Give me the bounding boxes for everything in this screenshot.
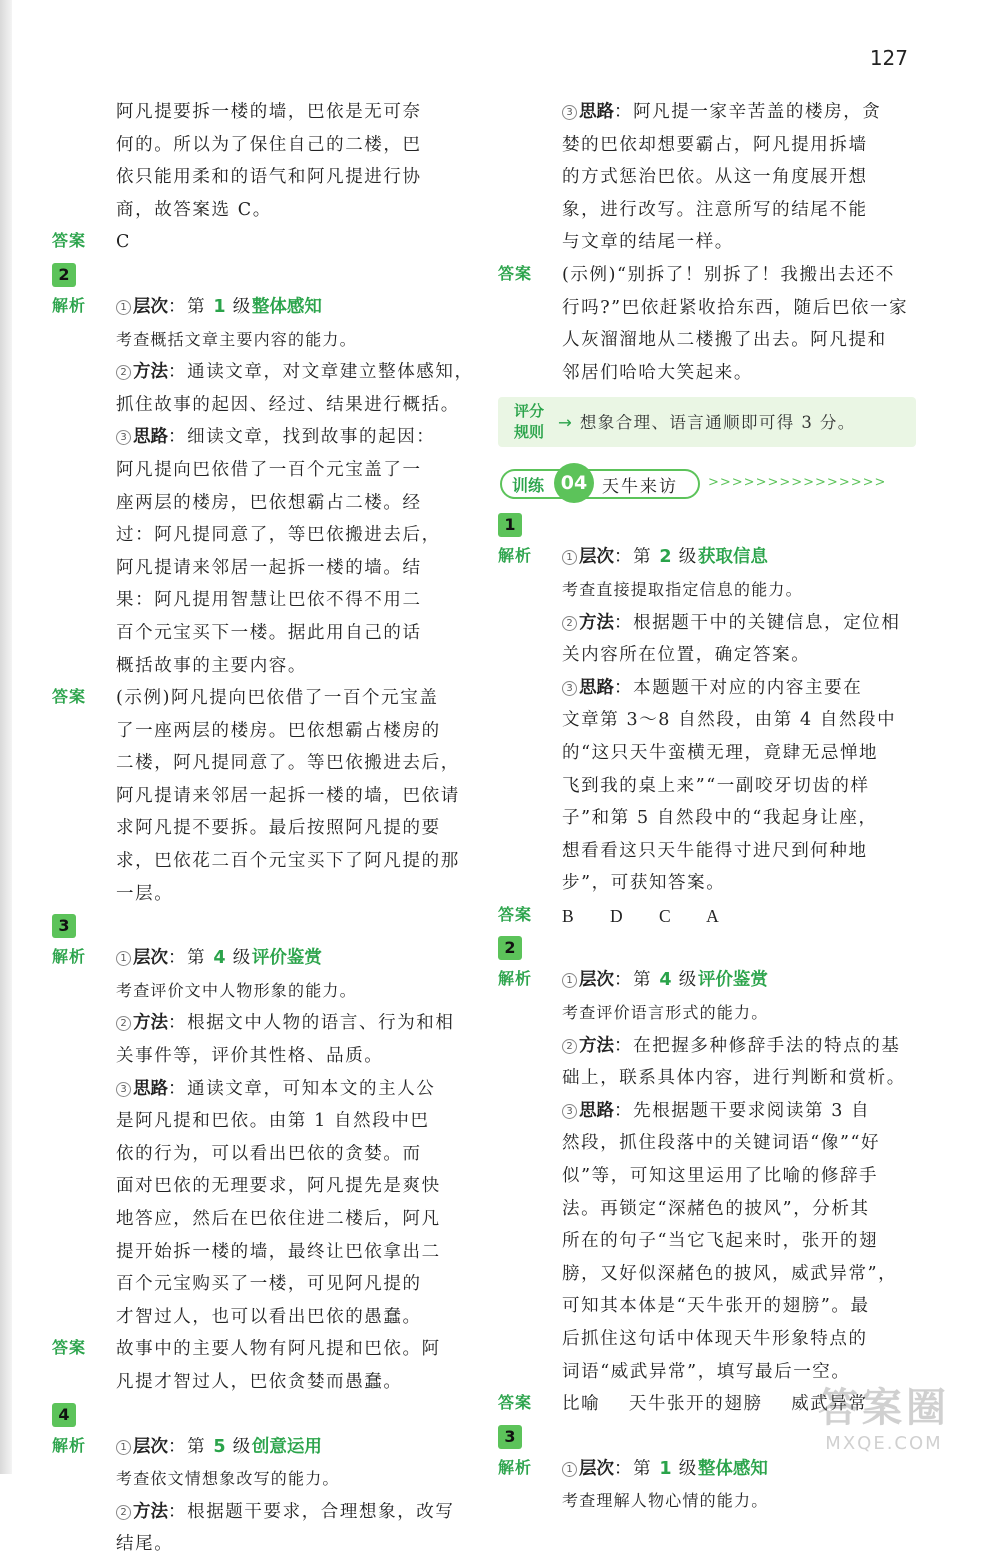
training-title: 天牛来访 — [602, 477, 678, 498]
analysis-block-t3 — [498, 1453, 916, 1518]
site-watermark: 答案圈 MXQE.COM — [818, 1385, 950, 1454]
analysis-block-3 — [52, 942, 467, 1333]
step-label: 层次 — [579, 547, 614, 568]
section-tag: 答案 — [498, 1393, 533, 1413]
question-badge-3 — [52, 910, 467, 942]
question-number: 2 — [498, 936, 522, 960]
step-marker: 1 — [562, 1462, 577, 1477]
text-line: 阿凡提向巴依借了一百个元宝盖了一 — [116, 459, 422, 480]
text-line: 是阿凡提和巴依。由第 1 自然段中巴 — [116, 1111, 430, 1132]
text-line: 后抓住这句话中体现天牛形象特点的 — [562, 1329, 868, 1349]
text-line: 础上，联系具体内容，进行判断和赏析。 — [562, 1068, 906, 1089]
step-label: 方法 — [133, 1013, 168, 1034]
text-line: (示例)“别拆了！别拆了！我搬出去还不 — [562, 264, 895, 285]
step-3-marker: 3 — [116, 430, 131, 445]
level-name: 获取信息 — [697, 547, 768, 568]
text-line: 3 思路：通读文章，可知本文的主人公 — [116, 1073, 467, 1106]
text-line: 飞到我的桌上来”“一副咬牙切齿的样 — [562, 775, 870, 796]
text-line: 法。再锁定“深赭色的披风”，分析其 — [562, 1198, 870, 1219]
training-header: 训练 04 天牛来访 >>>>>>>>>>>>>>> — [498, 461, 916, 509]
chevrons-decoration: >>>>>>>>>>>>>>> — [708, 475, 887, 491]
section-tag: 答案 — [498, 904, 533, 924]
text-line: 阿凡提请来邻居一起拆一楼的墙，巴依请 — [116, 785, 460, 806]
step-label: 思路 — [579, 102, 614, 122]
step-label: 思路 — [133, 1078, 168, 1099]
level-name: 评价鉴赏 — [251, 948, 322, 969]
text-line: 婪的巴依却想要霸占，阿凡提用拆墙 — [562, 134, 868, 155]
text-line: 面对巴依的无理要求，阿凡提先是爽快 — [116, 1176, 441, 1197]
step-marker: 1 — [116, 951, 131, 966]
answer-block-2 — [52, 682, 467, 910]
level-number: 1 — [213, 296, 226, 317]
step-marker: 2 — [562, 1039, 577, 1054]
text-line: 可知其本体是“天牛张开的翅膀”。最 — [562, 1296, 870, 1317]
page-spine-shadow — [0, 0, 12, 1474]
step-label: 方法 — [133, 1501, 168, 1522]
step-marker: 1 — [562, 973, 577, 988]
text-line: 何的。所以为了保住自己的二楼，巴 — [116, 134, 422, 155]
step-label: 层次 — [133, 296, 168, 317]
text-line: 邻居们哈哈大笑起来。 — [562, 362, 753, 383]
text-line: 过：阿凡提同意了，等巴依搬进去后， — [116, 525, 441, 546]
step-marker: 3 — [116, 1082, 131, 1097]
step-label: 思路 — [579, 1100, 614, 1121]
text-line: 1 层次：第 4 级评价鉴赏 — [562, 964, 916, 997]
text-line: 阿凡提要拆一楼的墙，巴依是无可奈 — [116, 102, 422, 122]
step-label: 方法 — [579, 612, 614, 633]
section-tag: 答案 — [52, 1338, 87, 1358]
text-line: 才智过人，也可以看出巴依的愚蠢。 — [116, 1306, 422, 1327]
step-1-marker: 1 — [116, 300, 131, 315]
arrow-right-icon: → — [558, 413, 574, 433]
step-label: 方法 — [579, 1035, 614, 1056]
step-marker: 2 — [562, 616, 577, 631]
text-line: 二楼，阿凡提同意了。等巴依搬进去后， — [116, 753, 460, 774]
text-line: 的方式惩治巴依。从这一角度展开想 — [562, 167, 868, 188]
step-marker: 1 — [116, 1440, 131, 1455]
text-line: 求，巴依花二百个元宝买下了阿凡提的那 — [116, 851, 460, 872]
section-tag: 解析 — [498, 969, 533, 989]
text-line: 果：阿凡提用智慧让巴依不得不用二 — [116, 590, 422, 611]
analysis-block-t2 — [498, 964, 916, 1388]
score-rules-tag: 评分 规则 — [513, 402, 544, 442]
text-line: 结尾。 — [116, 1534, 174, 1555]
step-marker: 2 — [116, 1016, 131, 1031]
text-line: 关内容所在位置，确定答案。 — [562, 645, 811, 666]
text-line: 考查概括文章主要内容的能力。 — [116, 329, 357, 349]
text-line: 一层。 — [116, 883, 174, 904]
text-line: 考查依文情想象改写的能力。 — [116, 1469, 340, 1489]
text-line: 人灰溜溜地从二楼搬了出去。阿凡提和 — [562, 330, 887, 351]
analysis-block-4 — [52, 1431, 467, 1561]
level-name: 整体感知 — [697, 1458, 768, 1479]
text-line: 的“这只天牛蛮横无理，竟肆无忌惮地 — [562, 742, 879, 763]
page-number: 127 — [869, 46, 908, 70]
question-number: 4 — [52, 1403, 76, 1427]
score-rules-box: 评分 规则 → 想象合理、语言通顺即可得 3 分。 — [498, 397, 916, 447]
text-line: 依的行为，可以看出巴依的贪婪。而 — [116, 1143, 422, 1164]
text-line: 1 层次：第 1 级整体感知 — [116, 291, 467, 324]
text-line: 阿凡提请来邻居一起拆一楼的墙。结 — [116, 557, 422, 578]
text-line: 3 思路：本题题干对应的内容主要在 — [562, 672, 916, 705]
step-marker: 3 — [562, 681, 577, 696]
section-tag: 解析 — [498, 546, 533, 566]
text-line: 然段，抓住段落中的关键词语“像”“好 — [562, 1133, 881, 1154]
text-line: 2 方法：根据题干要求，合理想象，改写 — [116, 1496, 467, 1529]
text-line: 考查理解人物心情的能力。 — [562, 1491, 769, 1511]
text-line: 2 方法：根据题干中的关键信息，定位相 — [562, 607, 916, 640]
step-marker: 2 — [116, 1505, 131, 1520]
analysis-block-2 — [52, 291, 474, 682]
text-line: 词语“威武异常”，填写最后一空。 — [562, 1361, 851, 1382]
text-line: 考查评价语言形式的能力。 — [562, 1003, 769, 1023]
text-line: 所在的句子“当它飞起来时，张开的翅 — [562, 1231, 879, 1252]
level-name: 创意运用 — [251, 1436, 322, 1457]
level-name: 整体感知 — [251, 296, 322, 317]
step-2-marker: 2 — [116, 365, 131, 380]
step-marker: 3 — [562, 105, 577, 120]
question-badge-t2 — [498, 932, 916, 964]
text-line: 凡提才智过人，巴依贪婪而愚蠢。 — [116, 1371, 403, 1392]
text-line: 提开始拆一楼的墙，最终让巴依拿出二 — [116, 1241, 441, 1262]
text-line: B D C A — [562, 905, 735, 926]
training-number-badge: 04 — [554, 463, 594, 503]
text-line: 子”和第 5 自然段中的“我起身让座， — [562, 808, 878, 829]
section-tag: 答案 — [52, 687, 87, 707]
section-tag: 答案 — [498, 263, 533, 283]
text-line: (示例)阿凡提向巴依借了一百个元宝盖 — [116, 688, 439, 709]
text-line: 3 思路：阿凡提一家辛苦盖的楼房，贪 — [562, 96, 916, 129]
text-line: 2 方法：根据文中人物的语言、行为和相 — [116, 1007, 467, 1040]
text-line: 依只能用柔和的语气和阿凡提进行协 — [116, 167, 422, 188]
text-line: 1 层次：第 4 级评价鉴赏 — [116, 942, 467, 975]
question-badge-t1 — [498, 509, 916, 541]
text-line: 百个元宝买下一楼。据此用自己的话 — [116, 622, 422, 643]
question-number: 2 — [52, 263, 76, 287]
text-line: 比喻 天牛张开的翅膀 威武异常 — [562, 1394, 868, 1415]
section-tag: 解析 — [498, 1457, 533, 1477]
text-line: 抓住故事的起因、经过、结果进行概括。 — [116, 394, 460, 415]
text-line: 想看看这只天牛能得寸进尺到何种地 — [562, 840, 868, 861]
text-line: 1 层次：第 5 级创意运用 — [116, 1431, 467, 1464]
text-line: 考查直接提取指定信息的能力。 — [562, 579, 803, 599]
step-label: 层次 — [133, 948, 168, 969]
text-line: 地答应，然后在巴依住进二楼后，阿凡 — [116, 1209, 441, 1229]
text-line: 座两层的楼房，巴依想霸占二楼。经 — [116, 492, 422, 513]
text-line: 文章第 3～8 自然段，由第 4 自然段中 — [562, 710, 897, 731]
level-number: 2 — [659, 547, 672, 568]
text-line: 关事件等，评价其性格、品质。 — [116, 1046, 384, 1067]
step-label: 层次 — [133, 1436, 168, 1457]
step-label: 方法 — [133, 362, 168, 383]
step-label: 层次 — [579, 970, 614, 991]
analysis-tag: 解析 — [52, 295, 87, 315]
text-line: 2 方法：通读文章，对文章建立整体感知， — [116, 356, 467, 389]
level-number: 4 — [659, 970, 672, 991]
step-marker: 1 — [562, 550, 577, 565]
text-line: 3 思路：细读文章，找到故事的起因： — [116, 421, 467, 454]
level-name: 评价鉴赏 — [697, 970, 768, 991]
answer-tag: 答案 — [52, 231, 87, 251]
question-badge-2 — [52, 259, 467, 291]
analysis-block-t1 — [498, 541, 916, 900]
step-marker: 3 — [562, 1104, 577, 1119]
text-line: C — [116, 232, 131, 253]
text-line: 求阿凡提不要拆。最后按照阿凡提的要 — [116, 818, 441, 839]
text-line: 象，进行改写。注意所写的结尾不能 — [562, 199, 868, 220]
question-number: 1 — [498, 513, 522, 537]
text-line: 概括故事的主要内容。 — [116, 655, 307, 676]
section-tag: 解析 — [52, 1435, 87, 1455]
text-line: 3 思路：先根据题干要求阅读第 3 自 — [562, 1095, 916, 1128]
text-line: 与文章的结尾一样。 — [562, 232, 734, 253]
text-line: 1 层次：第 2 级获取信息 — [562, 541, 916, 574]
answer-block-3 — [52, 1333, 467, 1398]
text-line: 百个元宝购买了一楼，可见阿凡提的 — [116, 1274, 422, 1295]
question-number: 3 — [498, 1425, 522, 1449]
level-number: 1 — [659, 1458, 672, 1479]
question-badge-4 — [52, 1399, 467, 1431]
step-label: 层次 — [579, 1458, 614, 1479]
left-column — [52, 96, 474, 1561]
level-number: 5 — [213, 1436, 226, 1457]
text-line: 商，故答案选 C。 — [116, 199, 272, 220]
text-line: 故事中的主要人物有阿凡提和巴依。阿 — [116, 1339, 441, 1360]
text-line: 行吗?”巴依赶紧收拾东西，随后巴依一家 — [562, 297, 909, 318]
text-line: 了一座两层的楼房。巴依想霸占楼房的 — [116, 720, 441, 741]
text-line: 似”等，可知这里运用了比喻的修辞手 — [562, 1166, 879, 1187]
step-label: 思路 — [579, 677, 614, 698]
intro-paragraph — [52, 96, 467, 226]
text-line: 考查评价文中人物形象的能力。 — [116, 980, 357, 1000]
section-tag: 解析 — [52, 947, 87, 967]
answer-block-4 — [498, 259, 916, 389]
step-label: 思路 — [133, 427, 168, 448]
text-line: 步”，可获知答案。 — [562, 873, 726, 894]
analysis-block-4-continued — [498, 96, 916, 259]
question-number: 3 — [52, 914, 76, 938]
right-column — [498, 96, 916, 1518]
answer-block-1 — [52, 226, 467, 259]
level-number: 4 — [213, 948, 226, 969]
text-line: 2 方法：在把握多种修辞手法的特点的基 — [562, 1030, 916, 1063]
text-line: 1 层次：第 1 级整体感知 — [562, 1453, 916, 1486]
answer-block-t1 — [498, 900, 916, 933]
text-line: 膀，又好似深赭色的披风，威武异常”， — [562, 1263, 898, 1284]
